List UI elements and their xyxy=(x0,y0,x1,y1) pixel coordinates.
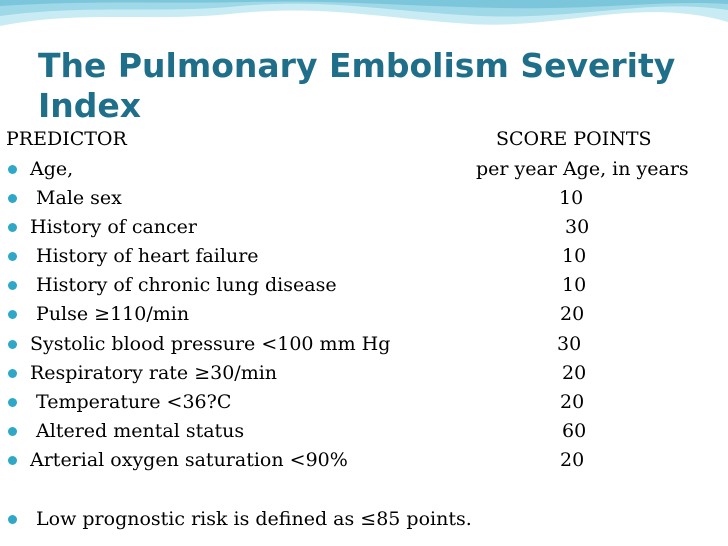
predictor-row xyxy=(0,388,728,416)
bullet-icon xyxy=(8,310,17,319)
predictor-row xyxy=(0,446,728,474)
footnote-row xyxy=(0,505,728,533)
predictor-row xyxy=(0,155,728,183)
score-value: 20 xyxy=(560,449,585,471)
predictor-row xyxy=(0,213,728,241)
predictor-label: Age, xyxy=(30,158,74,180)
bullet-icon xyxy=(8,456,17,465)
predictor-row xyxy=(0,300,728,328)
score-column-header: SCORE POINTS xyxy=(496,128,652,150)
score-value: 20 xyxy=(562,362,587,384)
bullet-icon xyxy=(8,515,17,524)
predictor-row xyxy=(0,242,728,270)
predictor-label: Pulse ≥110/min xyxy=(30,303,190,325)
predictor-row xyxy=(0,184,728,212)
bullet-icon xyxy=(8,340,17,349)
bullet-icon xyxy=(8,369,17,378)
bullet-icon xyxy=(8,223,17,232)
predictor-label: Temperature <36?C xyxy=(30,391,232,413)
predictor-row xyxy=(0,271,728,299)
score-value: 20 xyxy=(560,303,585,325)
bullet-icon xyxy=(8,281,17,290)
score-value: 30 xyxy=(565,216,590,238)
predictor-row xyxy=(0,330,728,358)
bullet-icon xyxy=(8,194,17,203)
predictor-label: Systolic blood pressure <100 mm Hg xyxy=(30,333,391,355)
predictor-label: Respiratory rate ≥30/min xyxy=(30,362,278,384)
bullet-icon xyxy=(8,165,17,174)
predictor-row xyxy=(0,359,728,387)
predictor-label: History of cancer xyxy=(30,216,198,238)
predictor-label: Male sex xyxy=(30,187,122,209)
score-value: per year Age, in years xyxy=(476,158,689,180)
bullet-icon xyxy=(8,427,17,436)
bullet-icon xyxy=(8,398,17,407)
predictor-label: History of chronic lung disease xyxy=(30,274,337,296)
score-value: 10 xyxy=(559,187,584,209)
bullet-icon xyxy=(8,252,17,261)
predictor-label: History of heart failure xyxy=(30,245,259,267)
score-value: 20 xyxy=(560,391,585,413)
risk-footnote: Low prognostic risk is defined as ≤85 points. xyxy=(30,508,472,530)
predictor-label: Arterial oxygen saturation <90% xyxy=(30,449,348,471)
predictor-column-header: PREDICTOR xyxy=(6,128,127,150)
score-value: 60 xyxy=(562,420,587,442)
predictor-row xyxy=(0,417,728,445)
score-value: 30 xyxy=(557,333,582,355)
slide-title: The Pulmonary Embolism Severity Index xyxy=(38,46,676,125)
score-value: 10 xyxy=(562,245,587,267)
score-value: 10 xyxy=(562,274,587,296)
predictor-label: Altered mental status xyxy=(30,420,245,442)
